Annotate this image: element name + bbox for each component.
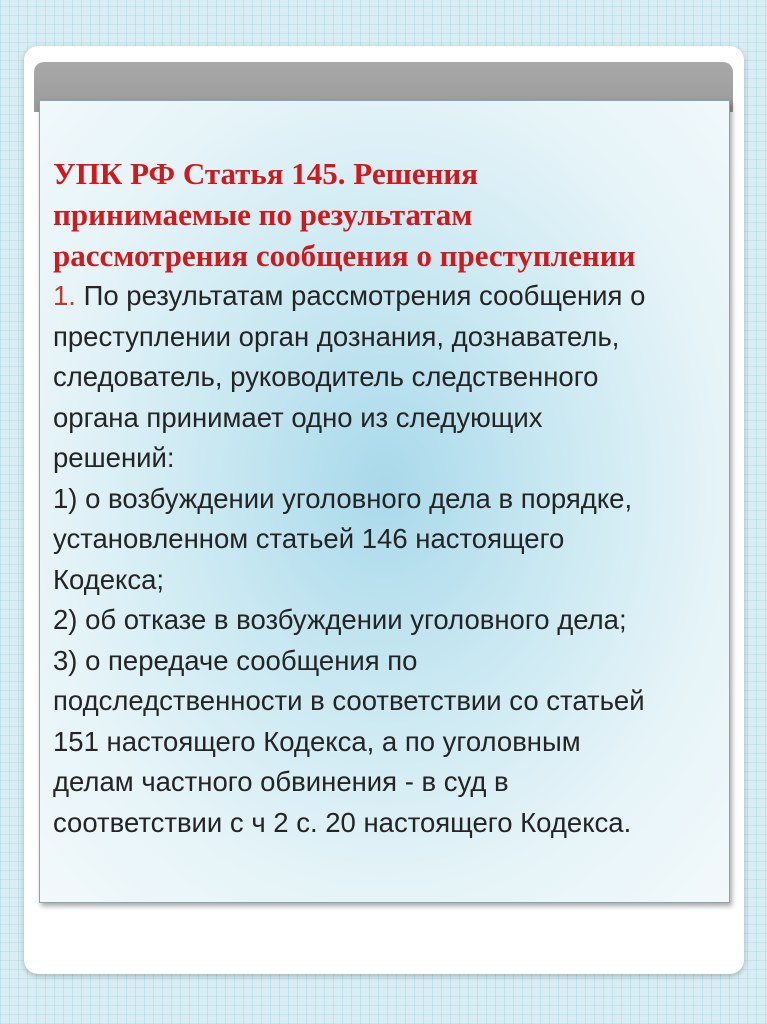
body-line: соответствии с ч 2 с. 20 настоящего Кодекса. xyxy=(53,806,632,838)
title-line: УПК РФ Статья 145. Решения xyxy=(53,156,479,191)
body-line: 2) об отказе в возбуждении уголовного дела; xyxy=(53,604,627,635)
article-body xyxy=(53,276,723,843)
body-line: 1) о возбуждении уголовного дела в порядке, xyxy=(53,482,633,514)
title-line: принимаемые по результатам xyxy=(53,197,473,232)
body-line: Кодекса; xyxy=(53,563,165,595)
body-line: преступлении орган дознания, дознаватель, xyxy=(53,320,620,352)
article-title xyxy=(53,153,723,276)
article-text xyxy=(53,153,723,843)
body-line: подследственности в соответствии со статьей xyxy=(53,685,645,716)
body-line: 151 настоящего Кодекса, а по уголовным xyxy=(53,725,581,757)
body-line: делам частного обвинения - в суд в xyxy=(53,766,509,797)
body-line: По результатам рассмотрения сообщения о xyxy=(75,280,646,311)
body-line: установленном статьей 146 настоящего xyxy=(53,523,565,554)
content-panel xyxy=(39,100,730,903)
body-line: следователь, руководитель следственного xyxy=(53,361,599,392)
title-line: рассмотрения сообщения о преступлении xyxy=(53,238,636,273)
body-line: органа принимает одно из следующих xyxy=(53,401,543,433)
point-number: 1. xyxy=(53,280,76,311)
body-line: 3) о передаче сообщения по xyxy=(53,644,418,676)
body-line: решений: xyxy=(53,442,175,473)
